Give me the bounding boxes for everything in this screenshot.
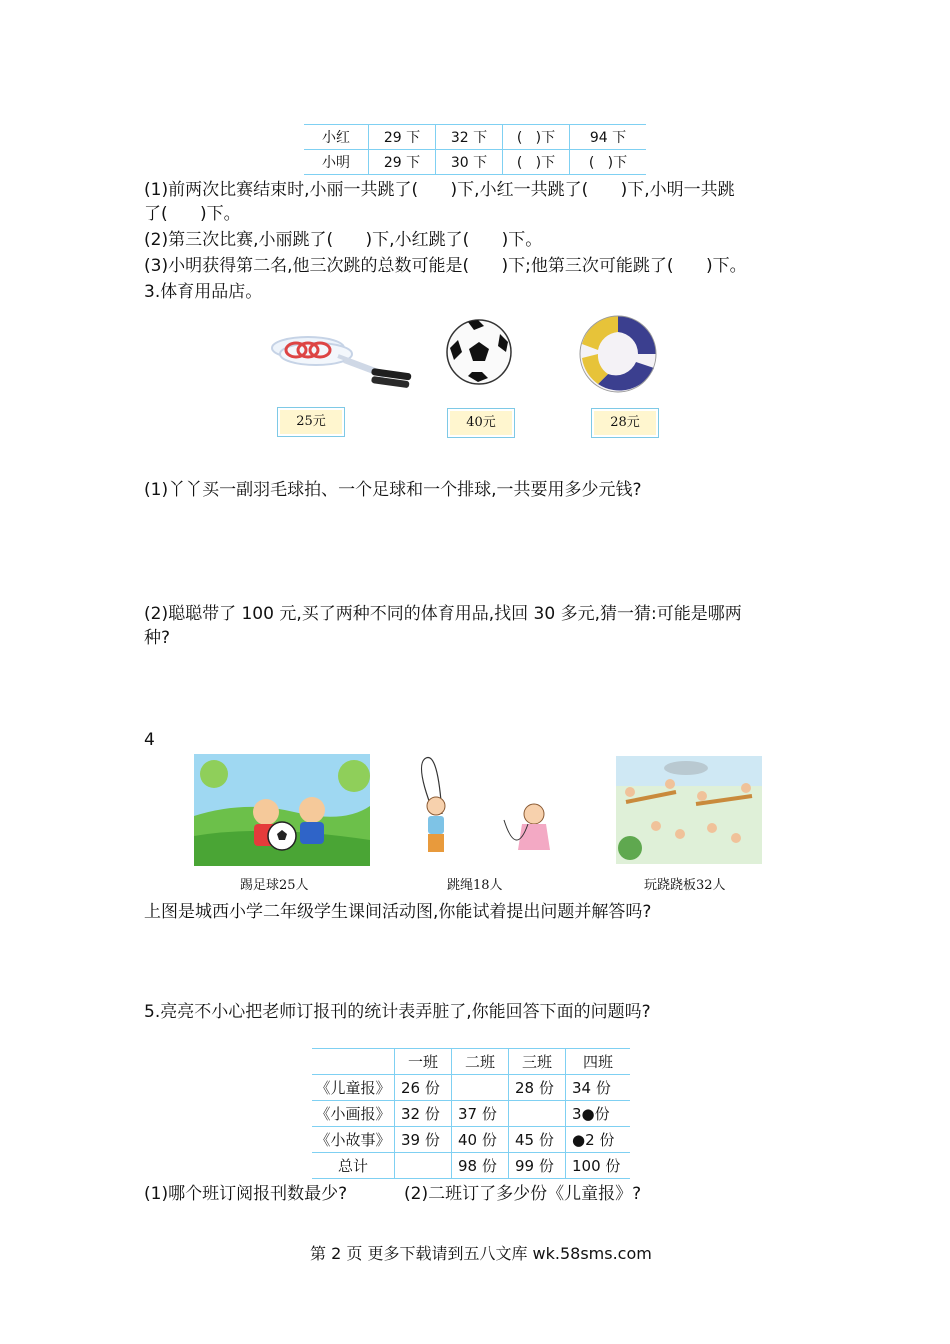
cell: ( )下 [503,125,570,150]
cell: ( )下 [503,150,570,175]
badminton-rackets-image [268,328,418,390]
price-tag-soccer: 40元 [447,408,515,438]
cell: 40 份 [452,1127,509,1153]
caption-soccer: 踢足球25人 [240,878,309,893]
cell: 94 下 [570,125,647,150]
q2-line-3: (2)第三次比赛,小丽跳了( )下,小红跳了( )下。 [144,230,543,250]
header-cell: 三班 [509,1049,566,1075]
cell: 99 份 [509,1153,566,1179]
cell: 37 份 [452,1101,509,1127]
table-row [312,1075,630,1101]
q5-sub1: (1)哪个班订阅报刊数最少? [144,1184,348,1204]
cell: 34 份 [566,1075,631,1101]
q2-line-4: (3)小明获得第二名,他三次跳的总数可能是( )下;他第三次可能跳了( )下。 [144,256,747,276]
q4-number: 4 [144,730,155,750]
row-header: 总计 [312,1153,395,1179]
kids-seesaw-image [616,756,762,864]
table-row [304,150,646,175]
q2-line-1: (1)前两次比赛结束时,小丽一共跳了( )下,小红一共跳了( )下,小明一共跳 [144,180,735,200]
kids-playing-soccer-image [194,754,370,866]
page-footer: 第 2 页 更多下载请到五八文库 wk.58sms.com [310,1244,652,1263]
q3-sub1: (1)丫丫买一副羽毛球拍、一个足球和一个排球,一共要用多少元钱? [144,480,642,500]
table-row [304,125,646,150]
cell: 29 下 [369,150,436,175]
q4-question: 上图是城西小学二年级学生课间活动图,你能试着提出问题并解答吗? [144,902,652,922]
row-header: 《小画报》 [312,1101,395,1127]
table-row [312,1127,630,1153]
cell: 29 下 [369,125,436,150]
price-tag-racket: 25元 [277,407,345,437]
cell: ●2 份 [566,1127,631,1153]
row-name: 小红 [304,125,369,150]
cell: 100 份 [566,1153,631,1179]
q3-sub2-line-2: 种? [144,628,171,648]
cell [509,1101,566,1127]
row-name: 小明 [304,150,369,175]
cell: 39 份 [395,1127,452,1153]
cell: 28 份 [509,1075,566,1101]
cell: 45 份 [509,1127,566,1153]
price-tag-volleyball: 28元 [591,408,659,438]
cell: 32 份 [395,1101,452,1127]
caption-jump-rope: 跳绳18人 [447,878,503,893]
cell: 30 下 [436,150,503,175]
header-cell: 一班 [395,1049,452,1075]
cell: 32 下 [436,125,503,150]
cell [452,1075,509,1101]
q2-line-2: 了( )下。 [144,204,241,224]
table-header-row [312,1049,630,1075]
q3-sub2-line-1: (2)聪聪带了 100 元,买了两种不同的体育用品,找回 30 多元,猜一猜:可能是哪两 [144,604,742,624]
cell: 26 份 [395,1075,452,1101]
jump-rope-table [304,124,646,175]
q5-sub2: (2)二班订了多少份《儿童报》? [404,1184,642,1204]
soccer-ball-image [444,318,516,388]
q5-title: 5.亮亮不小心把老师订报刊的统计表弄脏了,你能回答下面的问题吗? [144,1002,651,1022]
volleyball-image [578,314,660,394]
newspaper-table [312,1048,630,1179]
row-header: 《小故事》 [312,1127,395,1153]
cell [395,1153,452,1179]
cell: 98 份 [452,1153,509,1179]
q3-title: 3.体育用品店。 [144,282,263,302]
kids-jumping-rope-image [404,754,554,866]
row-header: 《儿童报》 [312,1075,395,1101]
header-cell [312,1049,395,1075]
caption-seesaw: 玩跷跷板32人 [644,878,726,893]
header-cell: 二班 [452,1049,509,1075]
table-row [312,1101,630,1127]
header-cell: 四班 [566,1049,631,1075]
table-row [312,1153,630,1179]
cell: 3●份 [566,1101,631,1127]
cell: ( )下 [570,150,647,175]
